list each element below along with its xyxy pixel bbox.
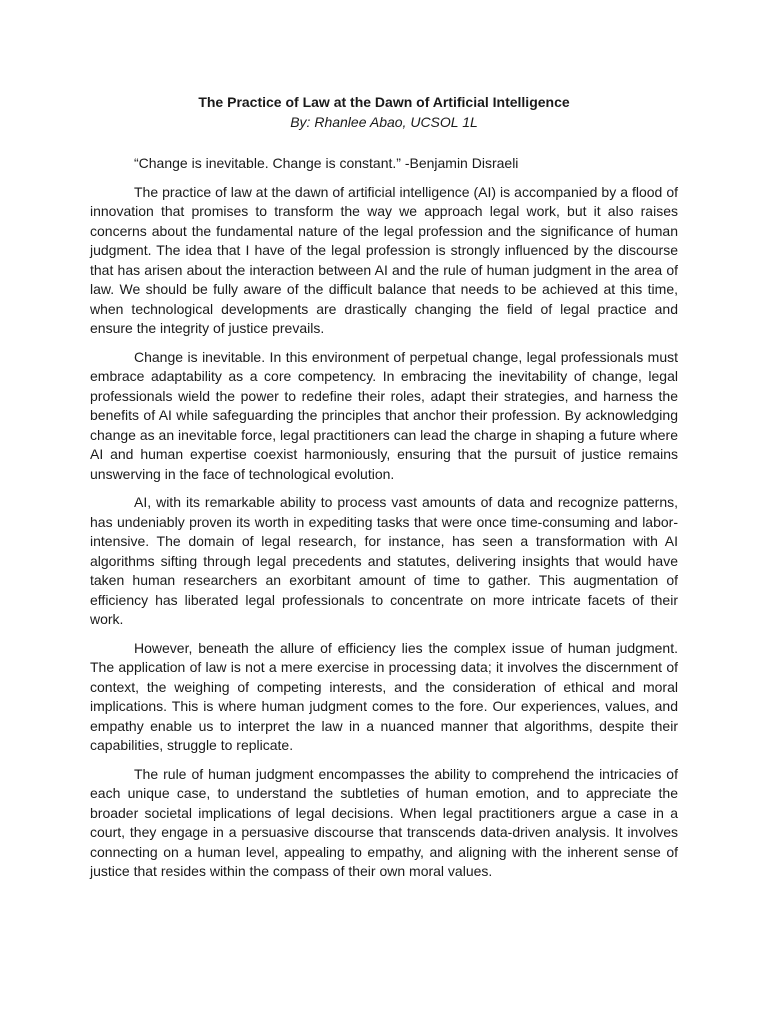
document-title: The Practice of Law at the Dawn of Artificial Intelligence xyxy=(198,94,570,110)
paragraph: The rule of human judgment encompasses the ability to comprehend the intricacies of each unique case, to understand the subtleties of human emotion, and to appreciate the broader societal implications of legal decisions. When legal practitioners argue a case in a court, they engage in a persuasive discourse that transcends data-driven analysis. It involves connecting on a human level, appealing to empathy, and aligning with the inherent sense of justice that resides within the compass of their own moral values. xyxy=(90,765,678,879)
paragraph: Change is inevitable. In this environment of perpetual change, legal professionals must embrace adaptability as a core competency. In embracing the inevitability of change, legal professionals wield the power to redefine their roles, adapt their strategies, and harness the benefits of AI while safeguarding the principles that anchor their profession. By acknowledging change as an inevitable force, legal practitioners can lead the charge in shaping a future where AI and human expertise coexist harmoniously, ensuring that the pursuit of justice remains unswerving in the face of technological evolution. xyxy=(90,348,678,482)
paragraph: AI, with its remarkable ability to process vast amounts of data and recognize patterns, has undeniably proven its worth in expediting tasks that were once time-consuming and labor-intensive. The domain of legal research, for instance, has seen a transformation with AI algorithms sifting through legal precedents and statutes, delivering insights that would have taken human researchers an exorbitant amount of time to gather. This augmentation of efficiency has liberated legal professionals to concentrate on more intricate facets of their work. xyxy=(90,494,678,627)
paragraph: The practice of law at the dawn of artificial intelligence (AI) is accompanied by a flood of innovation that promises to transform the way we approach legal work, but it also raises concerns about the fundamental nature of the legal profession and the significance of human judgment. The idea that I have of the legal profession is strongly influenced by the discourse that has arisen about the interaction between AI and the rule of human judgment in the area of law. We should be fully aware of the difficult balance that needs to be achieved at this time, when technological developments are drastically changing the field of legal practice and ensure the integrity of justice prevails. xyxy=(90,183,678,336)
author-byline: By: Rhanlee Abao, UCSOL 1L xyxy=(290,114,478,130)
document-page xyxy=(90,92,678,891)
epigraph-quote: “Change is inevitable. Change is constant.” -Benjamin Disraeli xyxy=(134,155,519,171)
paragraph: However, beneath the allure of efficiency lies the complex issue of human judgment. The application of law is not a mere exercise in processing data; it involves the discernment of context, the weighing of competing interests, and the consideration of ethical and moral implications. This is where human judgment comes to the fore. Our experiences, values, and empathy enable us to interpret the law in a nuanced manner that algorithms, despite their capabilities, struggle to replicate. xyxy=(90,639,678,753)
